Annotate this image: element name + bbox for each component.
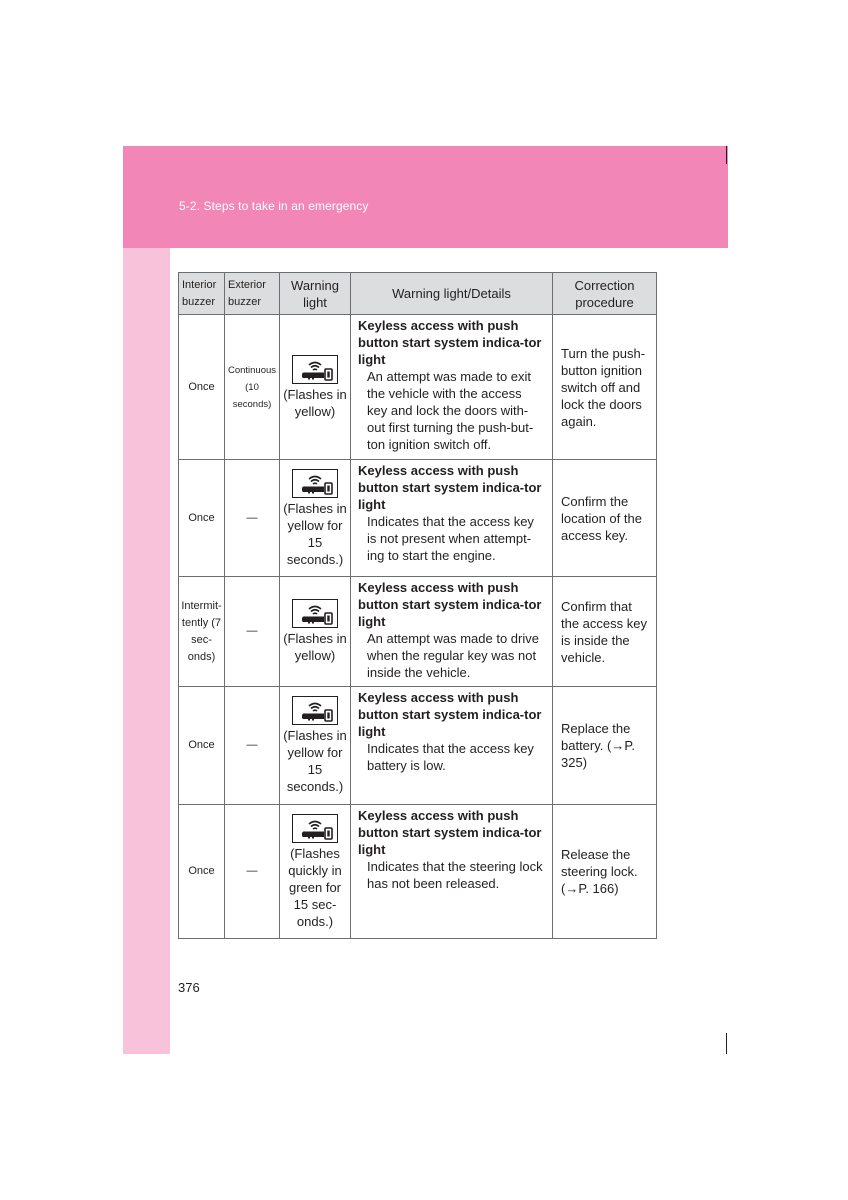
indicator-title: Keyless access with push button start system indica-tor light xyxy=(358,463,542,512)
header-exterior-buzzer: Exterior buzzer xyxy=(225,273,280,315)
details-cell xyxy=(351,577,553,687)
correction-cell xyxy=(553,577,657,687)
exterior-buzzer-value: — xyxy=(246,625,258,637)
indicator-title: Keyless access with push button start system indica-tor light xyxy=(358,580,542,629)
exterior-buzzer-cell xyxy=(225,460,280,577)
correction-cell xyxy=(553,805,657,939)
interior-buzzer-cell xyxy=(179,805,225,939)
warning-light-text: (Flashes in yellow for 15 seconds.) xyxy=(283,500,347,567)
interior-buzzer-value: Once xyxy=(188,380,215,393)
details-cell xyxy=(351,460,553,577)
warning-light-text: (Flashes in yellow for 15 seconds.) xyxy=(283,728,347,794)
exterior-buzzer-cell xyxy=(225,315,280,460)
table-row xyxy=(179,687,657,805)
interior-buzzer-value: Once xyxy=(188,511,215,524)
keyless-key-icon xyxy=(292,599,338,628)
exterior-buzzer-cell xyxy=(225,687,280,805)
interior-buzzer-value: Once xyxy=(188,865,215,877)
indicator-details: Indicates that the access key battery is low. xyxy=(367,741,534,773)
warning-light-text: (Flashes quickly in green for 15 sec-onds.) xyxy=(288,845,342,929)
warning-light-cell xyxy=(280,577,351,687)
correction-text: Confirm that the access key is inside the vehicle. xyxy=(561,598,647,665)
indicator-details: Indicates that the steering lock has not been released. xyxy=(367,859,543,891)
correction-cell xyxy=(553,460,657,577)
indicator-details: An attempt was made to exit the vehicle with the access key and lock the doors with-out first turning the push-but-ton ignition switch off. xyxy=(367,369,534,452)
exterior-buzzer-value: — xyxy=(246,739,258,751)
keyless-key-icon xyxy=(292,696,338,725)
correction-text: Turn the push-button ignition switch off and lock the doors again. xyxy=(561,345,646,429)
keyless-key-icon xyxy=(292,814,338,843)
correction-cell xyxy=(553,315,657,460)
indicator-title: Keyless access with push button start system indica-tor light xyxy=(358,690,542,739)
exterior-buzzer-cell xyxy=(225,805,280,939)
interior-buzzer-cell xyxy=(179,315,225,460)
interior-buzzer-cell xyxy=(179,687,225,805)
exterior-buzzer-value: — xyxy=(246,865,258,877)
table-row xyxy=(179,577,657,687)
table-row xyxy=(179,460,657,577)
warning-light-cell xyxy=(280,460,351,577)
crop-mark-top xyxy=(726,146,727,164)
header-interior-buzzer: Interior buzzer xyxy=(179,273,225,315)
correction-cell xyxy=(553,687,657,805)
warning-light-cell xyxy=(280,315,351,460)
section-header-band xyxy=(123,146,728,248)
indicator-title: Keyless access with push button start system indica-tor light xyxy=(358,808,542,857)
header-warning-light: Warning light xyxy=(280,273,351,315)
indicator-details: Indicates that the access key is not present when attempt-ing to start the engine. xyxy=(367,514,534,563)
header-details: Warning light/Details xyxy=(351,273,553,315)
details-cell xyxy=(351,315,553,460)
interior-buzzer-value: Once xyxy=(188,739,215,751)
correction-text: Confirm the location of the access key. xyxy=(561,493,642,543)
warning-light-text: (Flashes in yellow) xyxy=(283,386,347,419)
table-row xyxy=(179,805,657,939)
indicator-details: An attempt was made to drive when the regular key was not inside the vehicle. xyxy=(367,631,539,680)
warning-table xyxy=(178,272,657,939)
page-number: 376 xyxy=(178,980,200,995)
warning-light-text: (Flashes in yellow) xyxy=(283,631,347,663)
section-title: 5-2. Steps to take in an emergency xyxy=(179,199,369,213)
warning-light-cell xyxy=(280,805,351,939)
warning-light-cell xyxy=(280,687,351,805)
details-cell xyxy=(351,805,553,939)
indicator-title: Keyless access with push button start system indica-tor light xyxy=(358,318,542,367)
keyless-key-icon xyxy=(292,355,338,384)
exterior-buzzer-value: — xyxy=(246,511,258,524)
table-row xyxy=(179,315,657,460)
table-header-row xyxy=(179,273,657,315)
keyless-key-icon xyxy=(292,469,338,498)
details-cell xyxy=(351,687,553,805)
header-correction: Correction procedure xyxy=(553,273,657,315)
interior-buzzer-value: Intermit-tently (7 sec-onds) xyxy=(181,599,222,663)
interior-buzzer-cell xyxy=(179,460,225,577)
correction-text: Release the steering lock. (→P. 166) xyxy=(561,847,638,896)
correction-text: Replace the battery. (→P. 325) xyxy=(561,721,635,770)
exterior-buzzer-value: Continuous (10 seconds) xyxy=(227,364,277,410)
crop-mark-bottom xyxy=(726,1033,727,1054)
exterior-buzzer-cell xyxy=(225,577,280,687)
interior-buzzer-cell xyxy=(179,577,225,687)
side-color-band xyxy=(123,248,170,1054)
